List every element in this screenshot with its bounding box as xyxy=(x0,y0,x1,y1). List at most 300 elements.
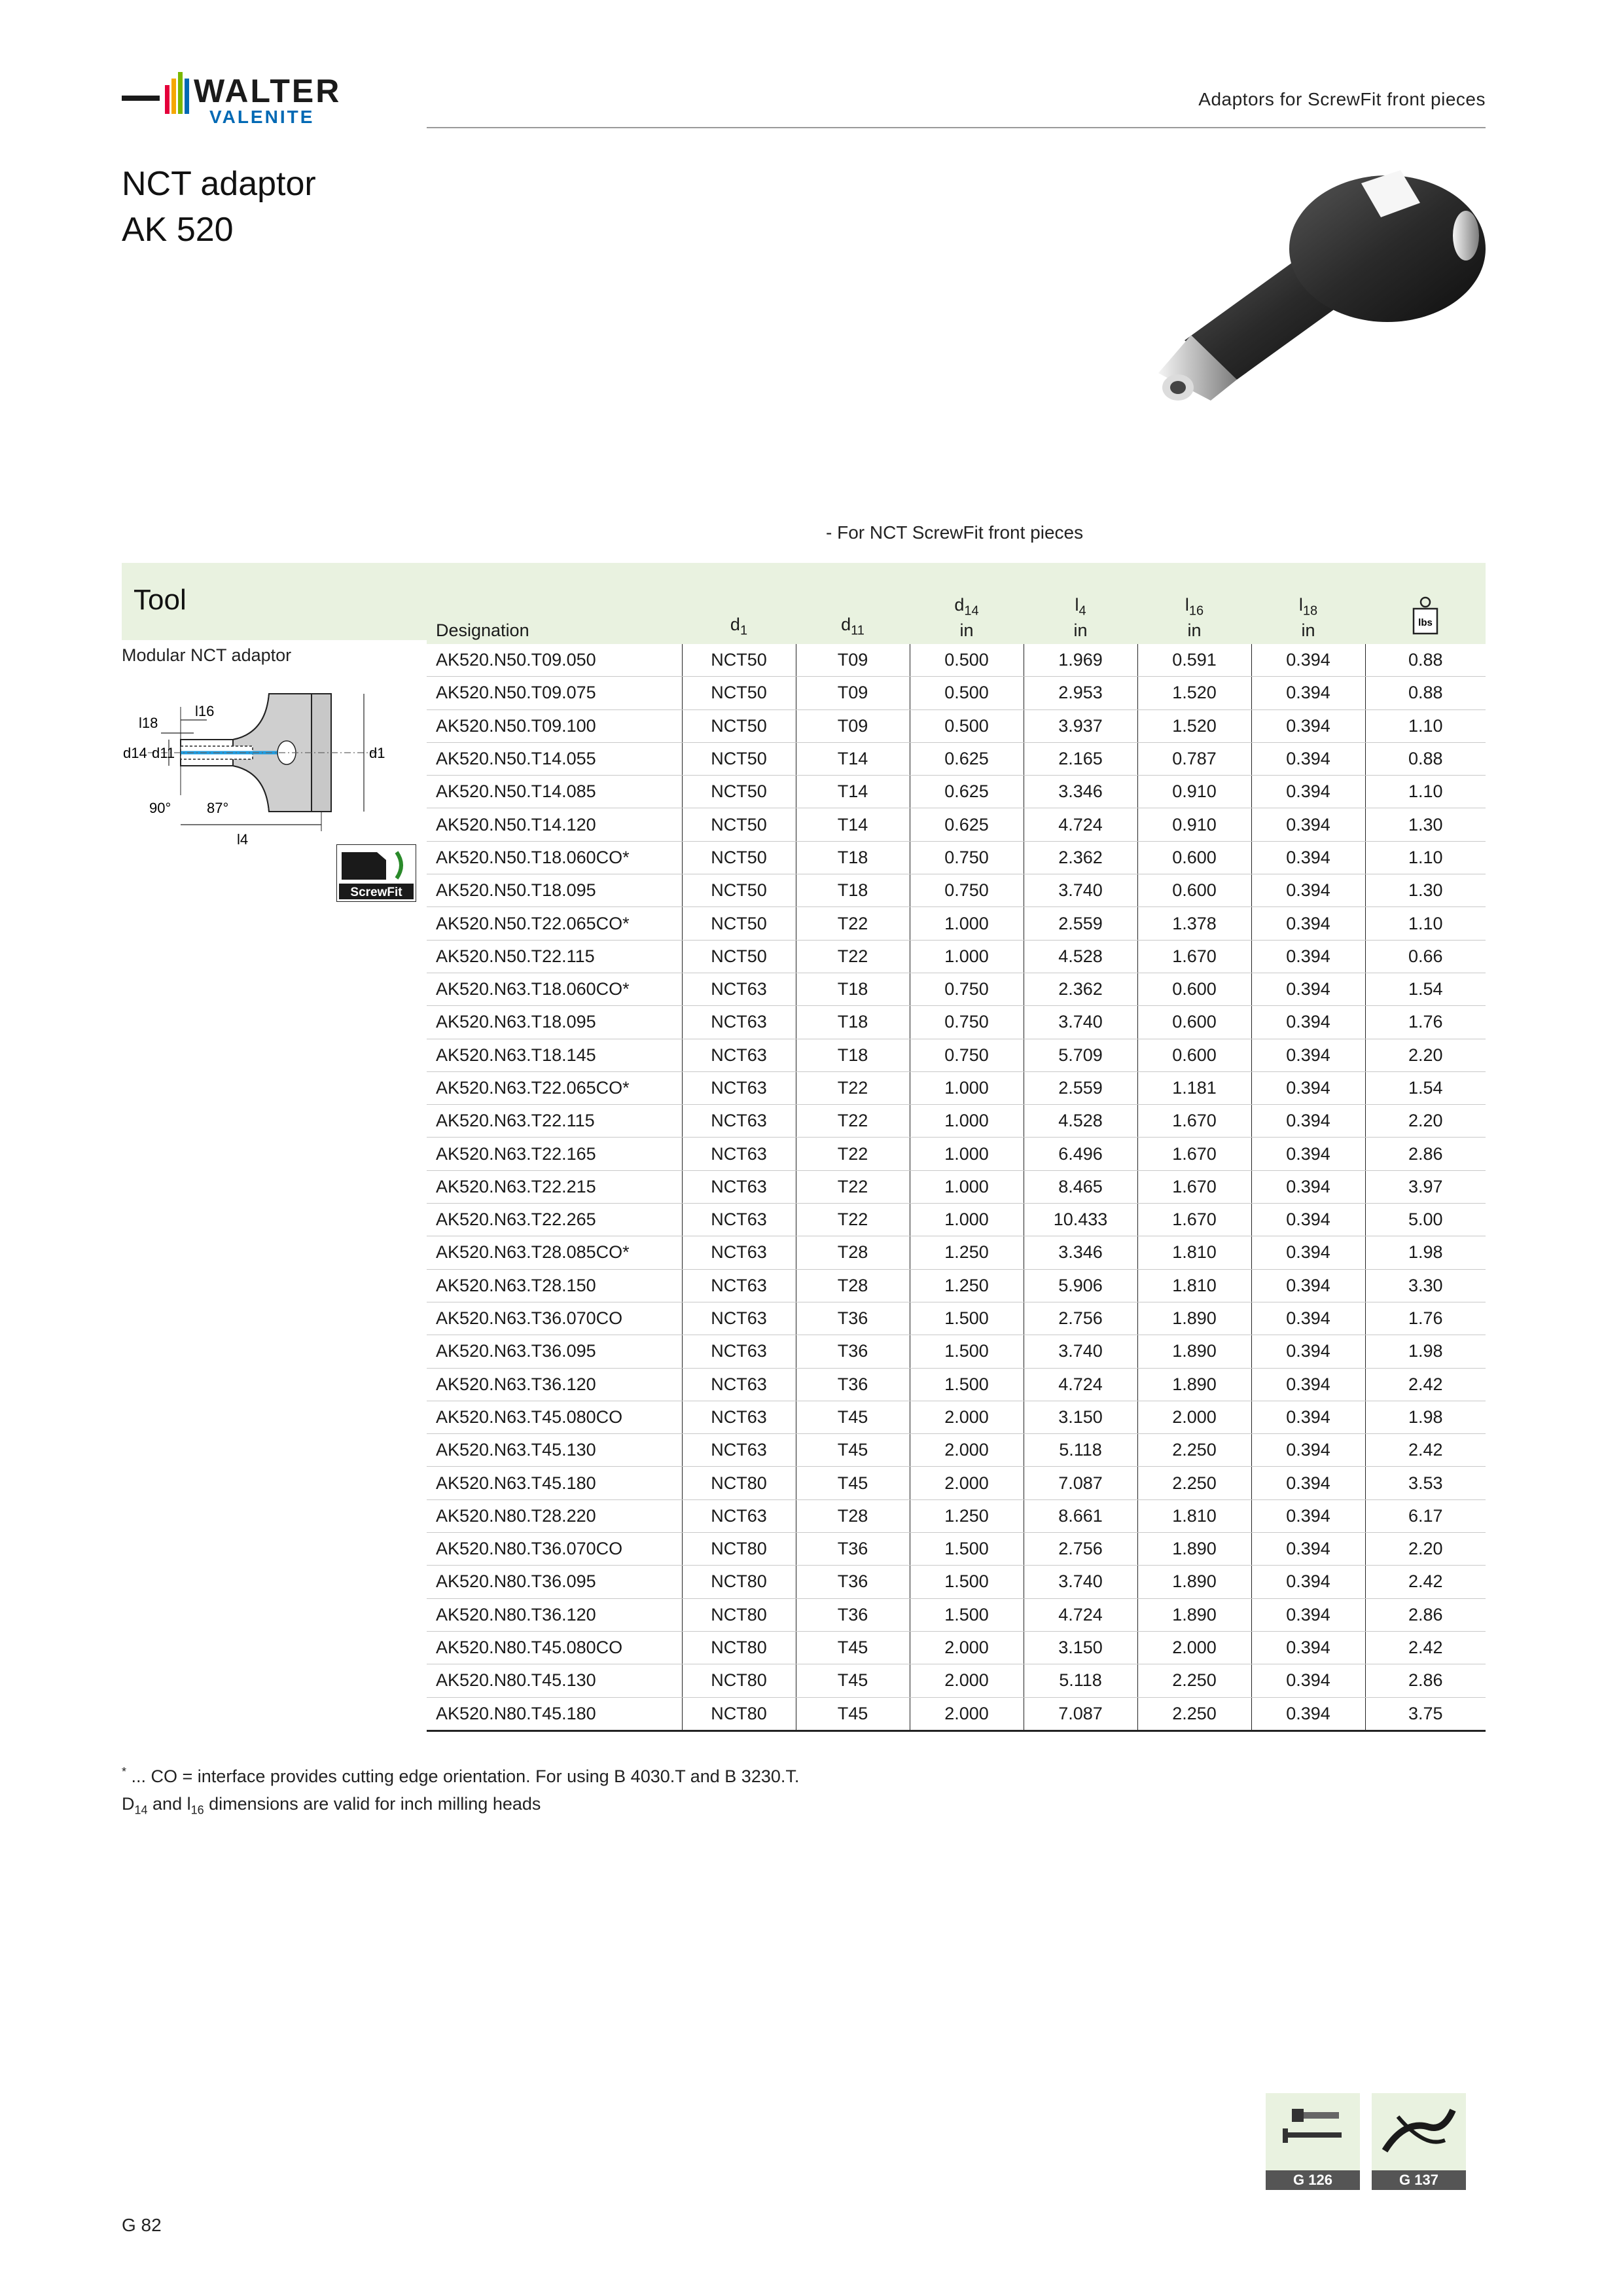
table-cell: 1.250 xyxy=(910,1236,1024,1269)
table-cell: NCT80 xyxy=(682,1631,796,1664)
table-cell: 8.465 xyxy=(1024,1170,1137,1203)
table-row xyxy=(427,1434,1486,1467)
table-cell: T22 xyxy=(796,940,910,973)
table-cell: AK520.N80.T28.220 xyxy=(427,1499,682,1532)
table-cell: 0.394 xyxy=(1251,1170,1365,1203)
tool-label: Tool xyxy=(134,584,187,616)
table-cell: T09 xyxy=(796,677,910,709)
table-cell: 2.000 xyxy=(910,1467,1024,1499)
table-cell: NCT50 xyxy=(682,709,796,742)
table-cell: 1.54 xyxy=(1365,973,1486,1005)
table-cell: NCT63 xyxy=(682,1401,796,1433)
table-cell: T18 xyxy=(796,841,910,874)
table-cell: 1.670 xyxy=(1137,1170,1251,1203)
table-cell: 2.362 xyxy=(1024,841,1137,874)
adaptor-diagram xyxy=(122,668,410,864)
table-cell: 1.520 xyxy=(1137,709,1251,742)
table-cell: 0.910 xyxy=(1137,808,1251,841)
table-cell: T14 xyxy=(796,776,910,808)
table-cell: T22 xyxy=(796,1138,910,1170)
table-cell: NCT63 xyxy=(682,1170,796,1203)
table-cell: 0.394 xyxy=(1251,1039,1365,1071)
table-cell: NCT50 xyxy=(682,808,796,841)
table-cell: T45 xyxy=(796,1434,910,1467)
screwfit-label: ScrewFit xyxy=(350,886,402,899)
table-cell: 0.394 xyxy=(1251,1467,1365,1499)
table-cell: AK520.N63.T18.095 xyxy=(427,1006,682,1039)
table-cell: 2.20 xyxy=(1365,1039,1486,1071)
table-cell: 3.30 xyxy=(1365,1269,1486,1302)
table-cell: AK520.N63.T22.165 xyxy=(427,1138,682,1170)
table-cell: 4.528 xyxy=(1024,1105,1137,1138)
table-cell: 2.20 xyxy=(1365,1533,1486,1566)
subtitle: - For NCT ScrewFit front pieces xyxy=(826,522,1084,543)
table-cell: 1.890 xyxy=(1137,1566,1251,1598)
table-cell: 0.88 xyxy=(1365,742,1486,775)
table-cell: AK520.N63.T22.215 xyxy=(427,1170,682,1203)
table-cell: 2.20 xyxy=(1365,1105,1486,1138)
table-cell: AK520.N50.T09.100 xyxy=(427,709,682,742)
table-cell: AK520.N63.T45.130 xyxy=(427,1434,682,1467)
table-cell: 1.500 xyxy=(910,1533,1024,1566)
table-cell: 3.53 xyxy=(1365,1467,1486,1499)
table-cell: 5.118 xyxy=(1024,1434,1137,1467)
table-row xyxy=(427,973,1486,1005)
table-cell: 1.670 xyxy=(1137,1105,1251,1138)
table-cell: 0.625 xyxy=(910,776,1024,808)
table-cell: NCT50 xyxy=(682,644,796,677)
table-cell: 5.709 xyxy=(1024,1039,1137,1071)
table-cell: AK520.N63.T22.115 xyxy=(427,1105,682,1138)
table-cell: 0.394 xyxy=(1251,1631,1365,1664)
table-cell: 2.42 xyxy=(1365,1368,1486,1401)
table-cell: 0.591 xyxy=(1137,644,1251,677)
table-cell: 1.670 xyxy=(1137,1138,1251,1170)
col-weight xyxy=(1365,563,1486,644)
table-row xyxy=(427,1467,1486,1499)
table-cell: T14 xyxy=(796,808,910,841)
table-cell: 3.740 xyxy=(1024,1335,1137,1368)
table-cell: NCT80 xyxy=(682,1533,796,1566)
table-cell: 0.394 xyxy=(1251,1533,1365,1566)
table-cell: 4.724 xyxy=(1024,1368,1137,1401)
table-cell: 3.346 xyxy=(1024,776,1137,808)
table-cell: 2.000 xyxy=(1137,1401,1251,1433)
table-cell: AK520.N50.T18.095 xyxy=(427,874,682,907)
table-cell: 0.394 xyxy=(1251,940,1365,973)
table-cell: AK520.N63.T36.070CO xyxy=(427,1302,682,1335)
table-cell: 3.150 xyxy=(1024,1401,1137,1433)
table-cell: 0.394 xyxy=(1251,808,1365,841)
table-cell: T22 xyxy=(796,907,910,940)
table-cell: 1.000 xyxy=(910,1071,1024,1104)
table-cell: 1.520 xyxy=(1137,677,1251,709)
table-row xyxy=(427,1401,1486,1433)
table-cell: 1.969 xyxy=(1024,644,1137,677)
table-cell: 1.890 xyxy=(1137,1368,1251,1401)
table-row xyxy=(427,1204,1486,1236)
table-cell: 0.500 xyxy=(910,644,1024,677)
table-row xyxy=(427,709,1486,742)
table-cell: NCT63 xyxy=(682,1138,796,1170)
col-l4: $l_4$ in xyxy=(1024,563,1137,644)
table-cell: 2.42 xyxy=(1365,1631,1486,1664)
table-cell: 0.88 xyxy=(1365,677,1486,709)
table-cell: 1.890 xyxy=(1137,1302,1251,1335)
table-cell: 0.394 xyxy=(1251,1499,1365,1532)
table-cell: 2.000 xyxy=(910,1401,1024,1433)
ref-g137-label[interactable]: G 137 xyxy=(1372,2170,1466,2190)
table-cell: 2.756 xyxy=(1024,1533,1137,1566)
table-cell: AK520.N63.T45.080CO xyxy=(427,1401,682,1433)
table-cell: AK520.N80.T45.080CO xyxy=(427,1631,682,1664)
dim-l16: l16 xyxy=(195,703,215,719)
table-cell: 0.394 xyxy=(1251,907,1365,940)
table-cell: AK520.N50.T22.115 xyxy=(427,940,682,973)
table-cell: 0.600 xyxy=(1137,874,1251,907)
table-cell: AK520.N63.T45.180 xyxy=(427,1467,682,1499)
table-cell: 2.000 xyxy=(1137,1631,1251,1664)
table-cell: 2.953 xyxy=(1024,677,1137,709)
table-cell: NCT63 xyxy=(682,1105,796,1138)
table-cell: 1.810 xyxy=(1137,1499,1251,1532)
table-row xyxy=(427,940,1486,973)
table-cell: 1.000 xyxy=(910,907,1024,940)
screw-key-icon xyxy=(1266,2093,1360,2170)
table-cell: 0.394 xyxy=(1251,973,1365,1005)
table-cell: AK520.N50.T18.060CO* xyxy=(427,841,682,874)
table-cell: AK520.N63.T22.265 xyxy=(427,1204,682,1236)
table-row xyxy=(427,776,1486,808)
table-cell: T22 xyxy=(796,1071,910,1104)
table-cell: 0.500 xyxy=(910,709,1024,742)
table-cell: 2.559 xyxy=(1024,1071,1137,1104)
table-cell: 0.625 xyxy=(910,808,1024,841)
table-cell: 3.740 xyxy=(1024,1006,1137,1039)
table-cell: 0.394 xyxy=(1251,1598,1365,1631)
table-cell: T45 xyxy=(796,1467,910,1499)
table-cell: NCT80 xyxy=(682,1598,796,1631)
table-cell: 1.670 xyxy=(1137,1204,1251,1236)
table-cell: NCT80 xyxy=(682,1697,796,1731)
table-cell: 2.86 xyxy=(1365,1598,1486,1631)
table-cell: NCT63 xyxy=(682,973,796,1005)
table-cell: 0.394 xyxy=(1251,1401,1365,1433)
table-cell: 2.42 xyxy=(1365,1434,1486,1467)
table-cell: AK520.N50.T22.065CO* xyxy=(427,907,682,940)
table-cell: NCT63 xyxy=(682,1006,796,1039)
table-cell: 0.394 xyxy=(1251,644,1365,677)
table-cell: AK520.N63.T18.145 xyxy=(427,1039,682,1071)
table-cell: 3.150 xyxy=(1024,1631,1137,1664)
table-row xyxy=(427,1598,1486,1631)
col-l18: $l_{18}$ in xyxy=(1251,563,1365,644)
table-cell: 2.000 xyxy=(910,1434,1024,1467)
wrench-icon xyxy=(1372,2093,1466,2170)
brand-line2: VALENITE xyxy=(209,107,315,127)
table-cell: 0.66 xyxy=(1365,940,1486,973)
table-cell: AK520.N50.T09.050 xyxy=(427,644,682,677)
table-cell: T28 xyxy=(796,1236,910,1269)
side-label: Modular NCT adaptor xyxy=(122,645,292,665)
table-cell: 8.661 xyxy=(1024,1499,1137,1532)
table-cell: NCT80 xyxy=(682,1566,796,1598)
table-cell: 0.394 xyxy=(1251,1664,1365,1697)
table-cell: 1.30 xyxy=(1365,808,1486,841)
table-row xyxy=(427,1697,1486,1731)
table-cell: 2.000 xyxy=(910,1664,1024,1697)
table-cell: 1.670 xyxy=(1137,940,1251,973)
table-cell: 1.500 xyxy=(910,1566,1024,1598)
table-cell: 2.250 xyxy=(1137,1434,1251,1467)
angle-90: 90° xyxy=(149,800,171,816)
table-cell: 4.724 xyxy=(1024,1598,1137,1631)
table-cell: T28 xyxy=(796,1269,910,1302)
footnote xyxy=(122,1758,799,1823)
angle-87: 87° xyxy=(207,800,229,816)
table-cell: 3.75 xyxy=(1365,1697,1486,1731)
table-cell: 1.500 xyxy=(910,1598,1024,1631)
table-cell: 0.500 xyxy=(910,677,1024,709)
table-cell: 6.496 xyxy=(1024,1138,1137,1170)
table-cell: 1.890 xyxy=(1137,1533,1251,1566)
table-cell: 1.98 xyxy=(1365,1401,1486,1433)
table-row xyxy=(427,1335,1486,1368)
table-cell: 0.625 xyxy=(910,742,1024,775)
table-cell: 1.54 xyxy=(1365,1071,1486,1104)
table-cell: 2.250 xyxy=(1137,1467,1251,1499)
table-cell: 1.30 xyxy=(1365,874,1486,907)
walter-valenite-logo xyxy=(122,59,403,131)
ref-g126-label[interactable]: G 126 xyxy=(1266,2170,1360,2190)
table-cell: 1.378 xyxy=(1137,907,1251,940)
table-cell: AK520.N50.T14.055 xyxy=(427,742,682,775)
table-cell: 3.346 xyxy=(1024,1236,1137,1269)
table-cell: 0.394 xyxy=(1251,1006,1365,1039)
header-title: Adaptors for ScrewFit front pieces xyxy=(1198,89,1486,109)
table-cell: NCT63 xyxy=(682,1204,796,1236)
table-cell: 0.750 xyxy=(910,841,1024,874)
table-cell: 3.97 xyxy=(1365,1170,1486,1203)
table-cell: 1.000 xyxy=(910,1105,1024,1138)
dim-l4: l4 xyxy=(237,831,249,848)
table-row xyxy=(427,1105,1486,1138)
table-cell: 0.750 xyxy=(910,874,1024,907)
table-cell: T09 xyxy=(796,709,910,742)
table-cell: 2.250 xyxy=(1137,1697,1251,1731)
table-cell: AK520.N50.T14.120 xyxy=(427,808,682,841)
table-cell: 0.600 xyxy=(1137,1039,1251,1071)
table-cell: 1.10 xyxy=(1365,709,1486,742)
table-cell: NCT63 xyxy=(682,1335,796,1368)
table-cell: 1.10 xyxy=(1365,776,1486,808)
table-cell: 1.000 xyxy=(910,940,1024,973)
table-row xyxy=(427,1138,1486,1170)
table-row xyxy=(427,1533,1486,1566)
table-cell: NCT50 xyxy=(682,776,796,808)
dim-l18: l18 xyxy=(139,715,158,731)
table-cell: NCT80 xyxy=(682,1467,796,1499)
table-cell: 2.559 xyxy=(1024,907,1137,940)
ref-g137-link[interactable] xyxy=(1372,2093,1466,2170)
table-cell: 0.394 xyxy=(1251,1368,1365,1401)
table-row xyxy=(427,841,1486,874)
table-cell: 0.600 xyxy=(1137,841,1251,874)
col-designation: Designation xyxy=(427,563,682,644)
col-d14: $d_{14}$ in xyxy=(910,563,1024,644)
table-cell: 7.087 xyxy=(1024,1697,1137,1731)
brand-line1: WALTER xyxy=(194,73,342,109)
table-cell: NCT50 xyxy=(682,940,796,973)
table-cell: 0.394 xyxy=(1251,742,1365,775)
dim-d11: d11 xyxy=(152,745,175,761)
table-cell: AK520.N63.T36.095 xyxy=(427,1335,682,1368)
table-cell: 0.394 xyxy=(1251,1071,1365,1104)
table-cell: 0.394 xyxy=(1251,677,1365,709)
screwfit-icon xyxy=(336,844,416,902)
footnote-line1: * ... CO = interface provides cutting edge orientation. For using B 4030.T and B 3230.T. xyxy=(122,1765,800,1786)
table-cell: 0.394 xyxy=(1251,1434,1365,1467)
table-cell: 0.394 xyxy=(1251,1105,1365,1138)
table-row xyxy=(427,742,1486,775)
table-cell: AK520.N80.T45.130 xyxy=(427,1664,682,1697)
table-cell: AK520.N50.T09.075 xyxy=(427,677,682,709)
table-cell: 2.42 xyxy=(1365,1566,1486,1598)
table-cell: 3.937 xyxy=(1024,709,1137,742)
table-row xyxy=(427,1170,1486,1203)
table-cell: 0.394 xyxy=(1251,1269,1365,1302)
table-cell: T18 xyxy=(796,973,910,1005)
table-cell: AK520.N63.T22.065CO* xyxy=(427,1071,682,1104)
table-cell: T28 xyxy=(796,1499,910,1532)
table-cell: 1.810 xyxy=(1137,1269,1251,1302)
table-cell: 1.10 xyxy=(1365,907,1486,940)
table-cell: 0.394 xyxy=(1251,1335,1365,1368)
table-cell: 2.000 xyxy=(910,1631,1024,1664)
table-cell: T45 xyxy=(796,1631,910,1664)
table-cell: AK520.N63.T28.150 xyxy=(427,1269,682,1302)
table-row xyxy=(427,1302,1486,1335)
table-cell: AK520.N63.T28.085CO* xyxy=(427,1236,682,1269)
table-cell: T18 xyxy=(796,1039,910,1071)
table-cell: AK520.N63.T18.060CO* xyxy=(427,973,682,1005)
table-cell: T36 xyxy=(796,1335,910,1368)
table-cell: AK520.N80.T36.095 xyxy=(427,1566,682,1598)
table-cell: 1.000 xyxy=(910,1170,1024,1203)
table-row xyxy=(427,874,1486,907)
page-title-line2: AK 520 xyxy=(122,211,234,249)
table-cell: 1.500 xyxy=(910,1302,1024,1335)
table-cell: 0.600 xyxy=(1137,1006,1251,1039)
table-row xyxy=(427,1566,1486,1598)
table-cell: T14 xyxy=(796,742,910,775)
table-cell: NCT80 xyxy=(682,1664,796,1697)
table-cell: T22 xyxy=(796,1204,910,1236)
table-cell: T18 xyxy=(796,874,910,907)
table-cell: T22 xyxy=(796,1105,910,1138)
table-cell: 1.890 xyxy=(1137,1335,1251,1368)
table-cell: 1.98 xyxy=(1365,1335,1486,1368)
table-cell: T18 xyxy=(796,1006,910,1039)
table-cell: NCT63 xyxy=(682,1368,796,1401)
page-number: G 82 xyxy=(122,2215,162,2235)
table-cell: 1.76 xyxy=(1365,1302,1486,1335)
table-cell: 1.890 xyxy=(1137,1598,1251,1631)
table-row xyxy=(427,1664,1486,1697)
table-cell: 0.394 xyxy=(1251,841,1365,874)
header-rule xyxy=(427,127,1486,128)
dim-d1: d1 xyxy=(369,745,385,761)
table-cell: AK520.N63.T36.120 xyxy=(427,1368,682,1401)
table-cell: 0.394 xyxy=(1251,1566,1365,1598)
spec-table xyxy=(427,563,1486,1732)
product-photo xyxy=(1139,157,1492,406)
table-cell: T36 xyxy=(796,1566,910,1598)
table-cell: 2.000 xyxy=(910,1697,1024,1731)
table-cell: 2.86 xyxy=(1365,1138,1486,1170)
table-cell: 7.087 xyxy=(1024,1467,1137,1499)
table-cell: 0.750 xyxy=(910,1006,1024,1039)
table-row xyxy=(427,677,1486,709)
table-cell: 5.00 xyxy=(1365,1204,1486,1236)
table-cell: 1.810 xyxy=(1137,1236,1251,1269)
table-cell: NCT63 xyxy=(682,1236,796,1269)
table-cell: T45 xyxy=(796,1697,910,1731)
table-cell: 1.10 xyxy=(1365,841,1486,874)
table-cell: 1.500 xyxy=(910,1335,1024,1368)
table-cell: NCT50 xyxy=(682,742,796,775)
table-cell: T45 xyxy=(796,1664,910,1697)
table-cell: T36 xyxy=(796,1368,910,1401)
table-cell: 1.181 xyxy=(1137,1071,1251,1104)
table-cell: T36 xyxy=(796,1598,910,1631)
table-row xyxy=(427,1236,1486,1269)
table-cell: NCT63 xyxy=(682,1434,796,1467)
table-cell: 0.394 xyxy=(1251,1138,1365,1170)
table-cell: T36 xyxy=(796,1302,910,1335)
table-cell: NCT50 xyxy=(682,677,796,709)
table-cell: AK520.N80.T36.120 xyxy=(427,1598,682,1631)
page-title-line1: NCT adaptor xyxy=(122,165,316,203)
table-cell: NCT50 xyxy=(682,841,796,874)
table-cell: 0.787 xyxy=(1137,742,1251,775)
table-cell: T22 xyxy=(796,1170,910,1203)
table-cell: AK520.N80.T45.180 xyxy=(427,1697,682,1731)
table-cell: 0.750 xyxy=(910,973,1024,1005)
table-cell: T09 xyxy=(796,644,910,677)
table-cell: 5.118 xyxy=(1024,1664,1137,1697)
table-cell: 0.394 xyxy=(1251,1236,1365,1269)
table-cell: AK520.N50.T14.085 xyxy=(427,776,682,808)
table-cell: 4.528 xyxy=(1024,940,1137,973)
table-cell: 1.98 xyxy=(1365,1236,1486,1269)
table-cell: NCT63 xyxy=(682,1269,796,1302)
table-cell: 1.000 xyxy=(910,1138,1024,1170)
table-cell: 2.362 xyxy=(1024,973,1137,1005)
table-row xyxy=(427,1269,1486,1302)
table-cell: 0.394 xyxy=(1251,1204,1365,1236)
table-cell: 0.394 xyxy=(1251,709,1365,742)
table-cell: 1.250 xyxy=(910,1269,1024,1302)
table-cell: 0.88 xyxy=(1365,644,1486,677)
ref-g126-link[interactable] xyxy=(1266,2093,1360,2170)
page-title xyxy=(122,161,316,253)
table-cell: T45 xyxy=(796,1401,910,1433)
weight-icon-text: lbs xyxy=(1418,617,1433,628)
dim-d14: d14 xyxy=(123,745,147,761)
col-d1: $d_1$ xyxy=(682,563,796,644)
table-cell: T36 xyxy=(796,1533,910,1566)
